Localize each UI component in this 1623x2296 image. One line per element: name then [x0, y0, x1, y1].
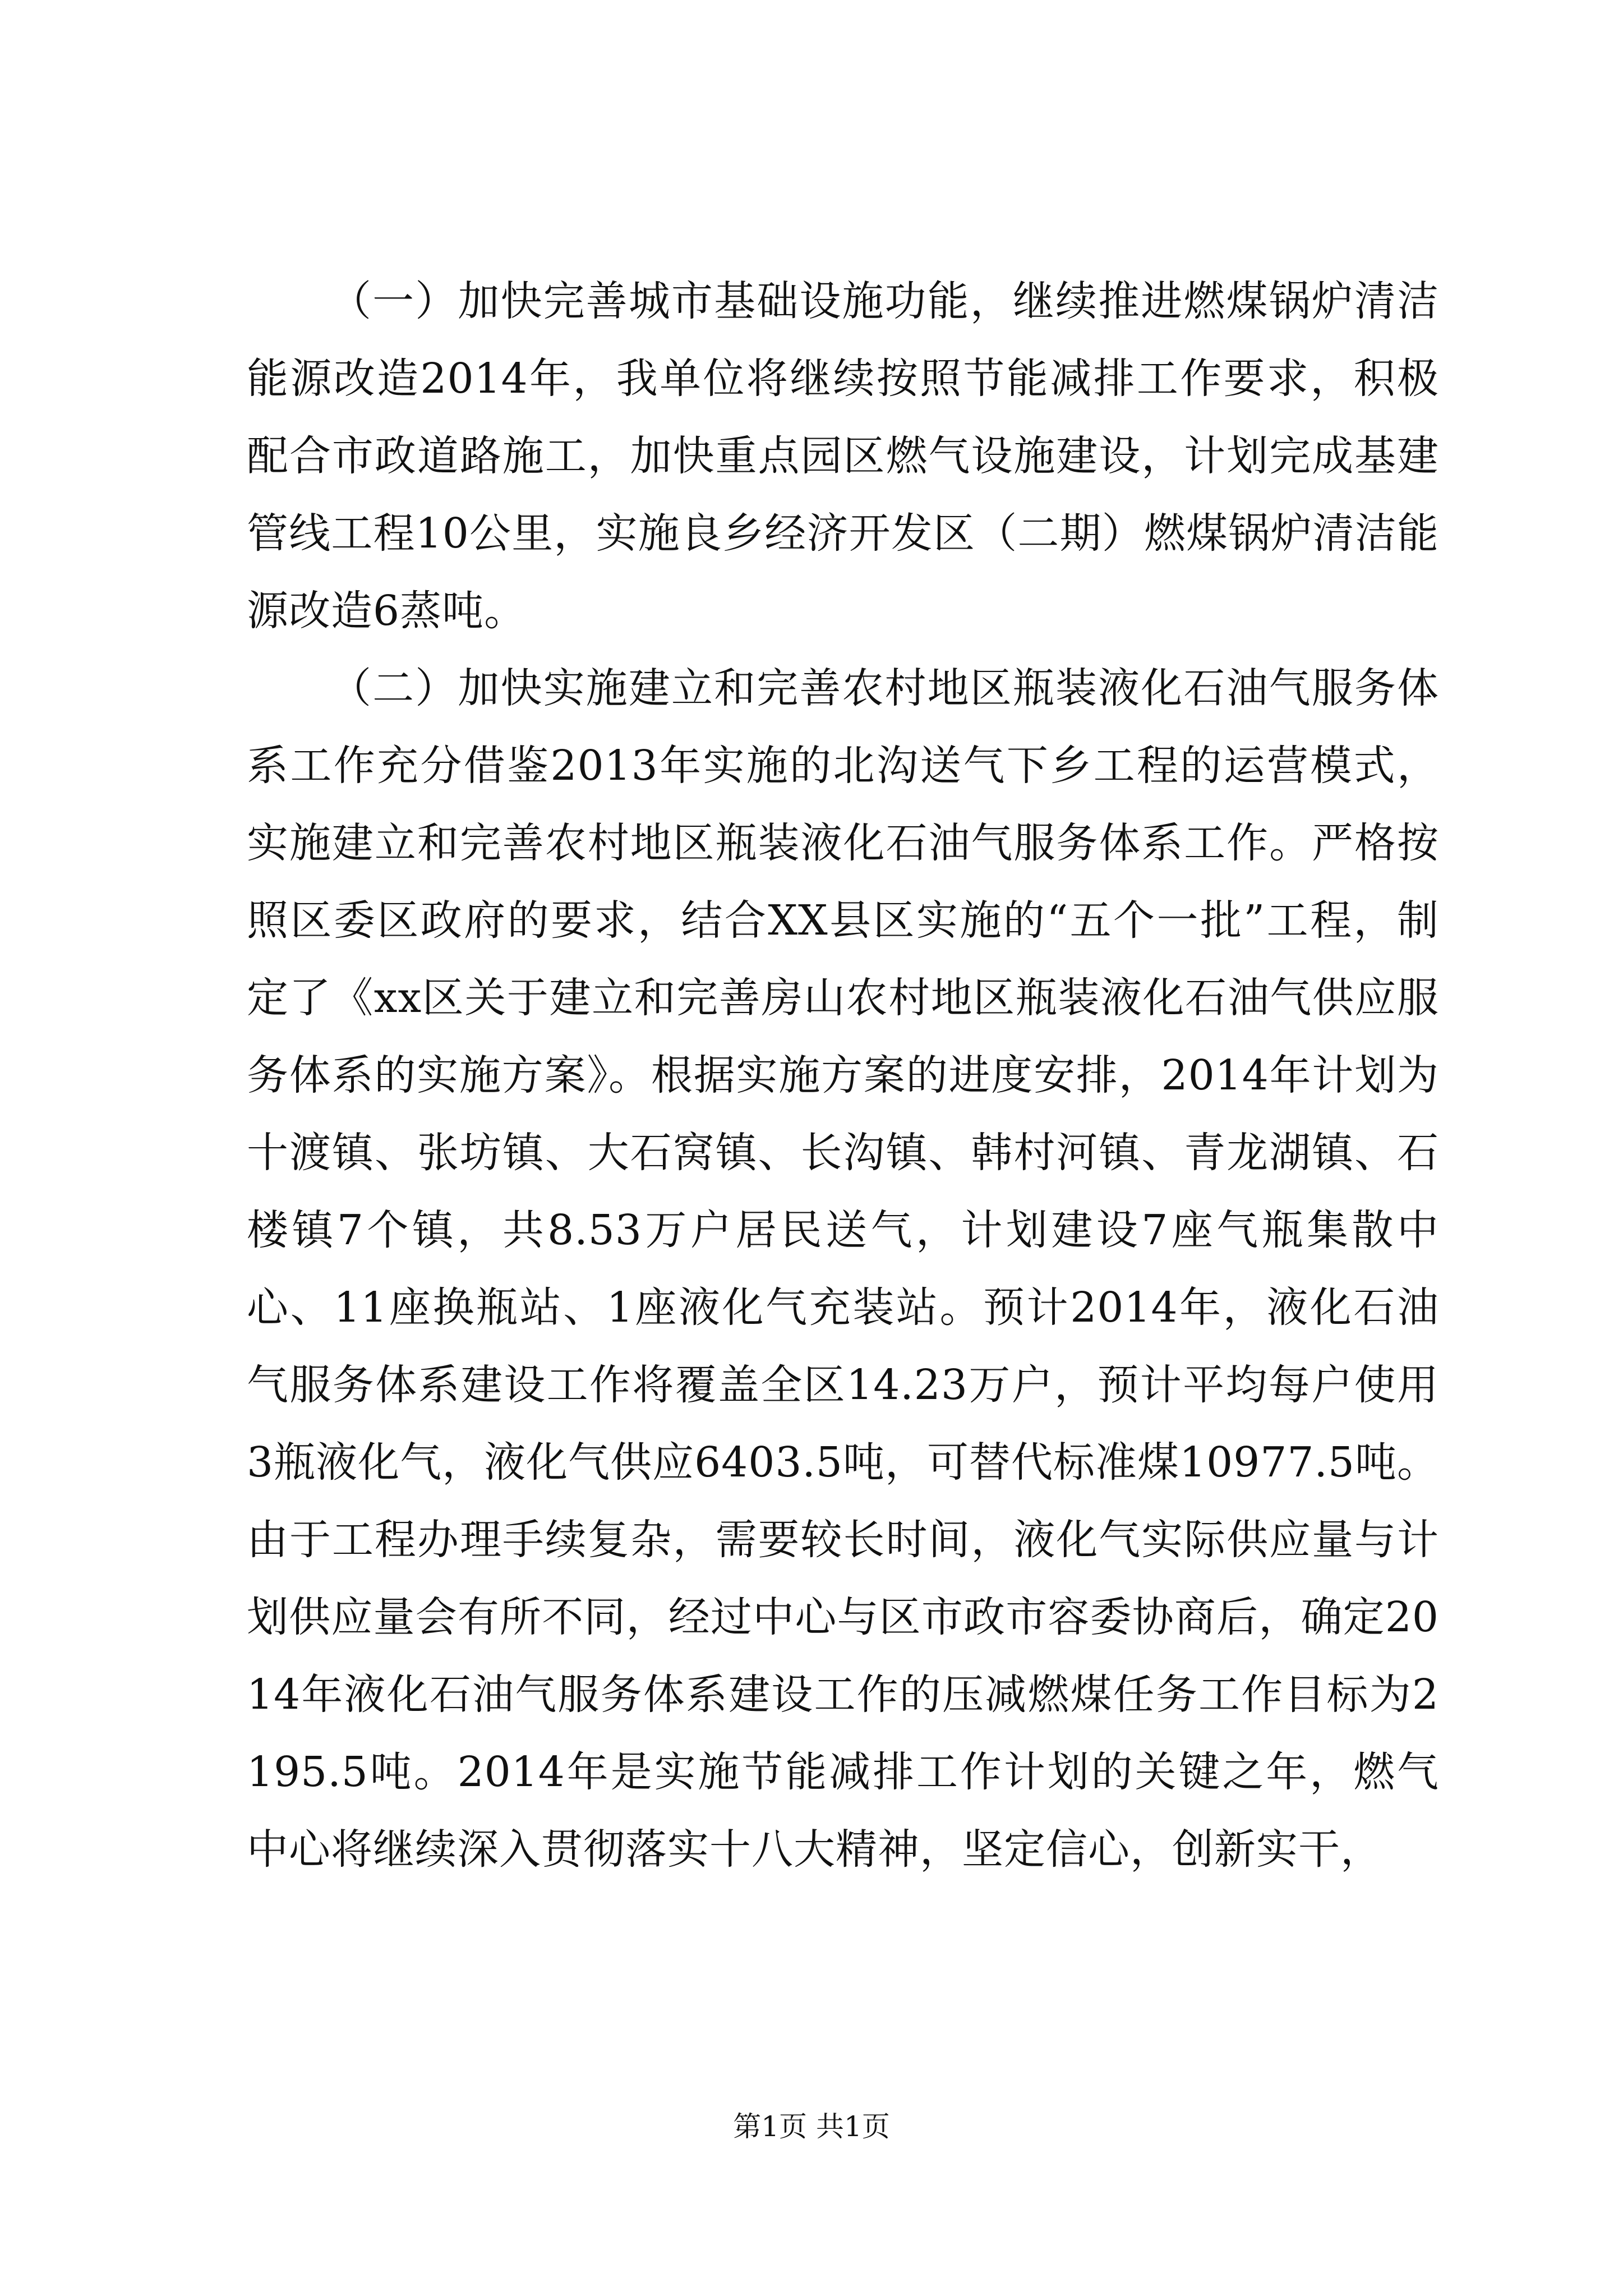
document-body	[247, 263, 1439, 1888]
paragraph-1: （一）加快完善城市基础设施功能，继续推进燃煤锅炉清洁能源改造2014年，我单位将继续按照节能减排工作要求，积极配合市政道路施工，加快重点园区燃气设施建设，计划完成基建管线工程10公里，实施良乡经济开发区（二期）燃煤锅炉清洁能源改造6蒸吨。	[247, 277, 1439, 635]
page-footer: 第1页 共1页	[733, 2110, 890, 2143]
paragraph-2: （二）加快实施建立和完善农村地区瓶装液化石油气服务体系工作充分借鉴2013年实施的北沟送气下乡工程的运营模式，实施建立和完善农村地区瓶装液化石油气服务体系工作。严格按照区委区政府的要求，结合XX县区实施的“五个一批”工程，制定了《xx区关于建立和完善房山农村地区瓶装液化石油气供应服务体系的实施方案》。根据实施方案的进度安排，2014年计划为十渡镇、张坊镇、大石窝镇、长沟镇、韩村河镇、青龙湖镇、石楼镇7个镇，共8.53万户居民送气，计划建设7座气瓶集散中心、11座换瓶站、1座液化气充装站。预计2014年，液化石油气服务体系建设工作将覆盖全区14.23万户，预计平均每户使用3瓶液化气，液化气供应6403.5吨，可替代标准煤10977.5吨。由于工程办理手续复杂，需要较长时间，液化气实际供应量与计划供应量会有所不同，经过中心与区市政市容委协商后，确定2014年液化石油气服务体系建设工作的压减燃煤任务工作目标为2195.5吨。2014年是实施节能减排工作计划的关键之年，燃气中心将继续深入贯彻落实十八大精神，坚定信心，创新实干，	[247, 664, 1440, 1874]
